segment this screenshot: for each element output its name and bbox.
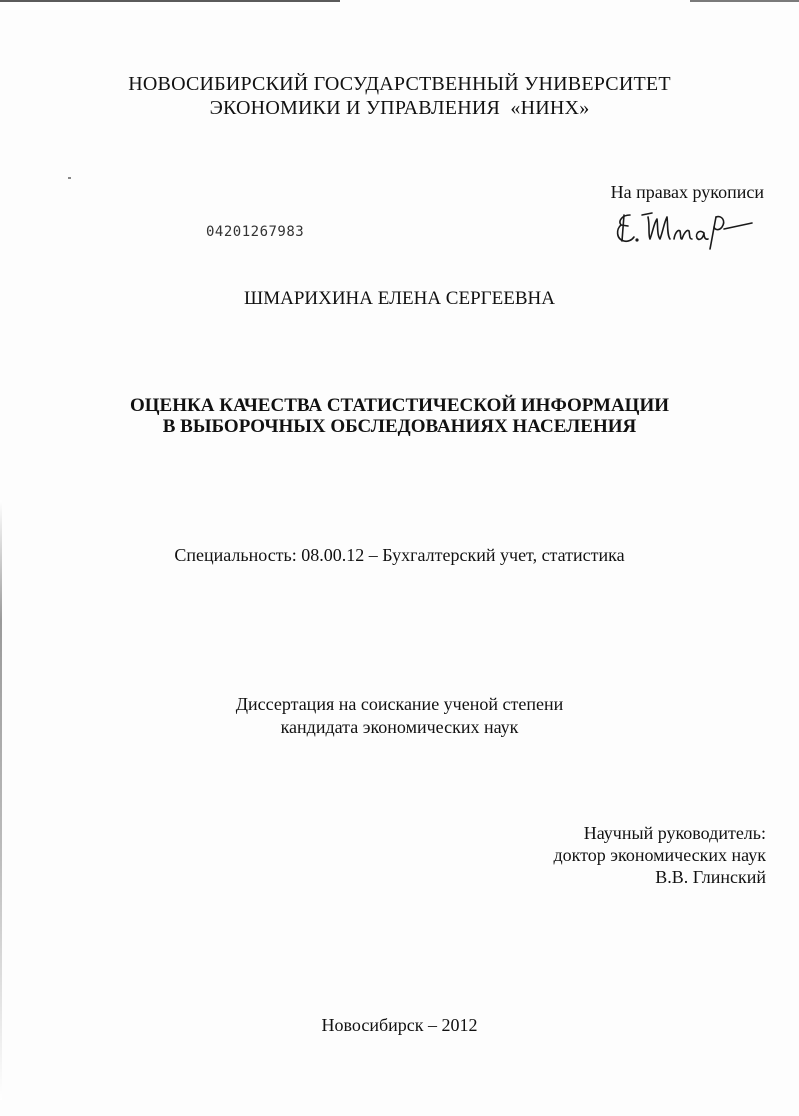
advisor-degree: доктор экономических наук bbox=[553, 845, 766, 865]
scan-artifact-top-right bbox=[690, 0, 799, 2]
university-name-line2: ЭКОНОМИКИ И УПРАВЛЕНИЯ «НИНХ» bbox=[209, 97, 590, 119]
specialty: Специальность: 08.00.12 – Бухгалтерский учет, статистика bbox=[174, 545, 625, 565]
city-year: Новосибирск – 2012 bbox=[321, 1015, 478, 1035]
university-block bbox=[0, 72, 799, 120]
dissertation-title bbox=[0, 395, 799, 437]
scan-speck bbox=[68, 177, 71, 179]
title-line2: В ВЫБОРОЧНЫХ ОБСЛЕДОВАНИЯХ НАСЕЛЕНИЯ bbox=[162, 416, 637, 437]
handwritten-signature-icon bbox=[612, 205, 762, 251]
advisor-label: Научный руководитель: bbox=[583, 823, 766, 843]
degree-line1: Диссертация на соискание ученой степени bbox=[235, 694, 564, 714]
degree-line2: кандидата экономических наук bbox=[280, 717, 519, 737]
scan-artifact-left-edge bbox=[0, 500, 2, 1100]
title-line1: ОЦЕНКА КАЧЕСТВА СТАТИСТИЧЕСКОЙ ИНФОРМАЦИИ bbox=[129, 395, 670, 416]
advisor-name: В.В. Глинский bbox=[655, 867, 766, 887]
library-number: 04201267983 bbox=[206, 224, 305, 240]
degree-block bbox=[0, 693, 799, 739]
rights-note: На правах рукописи bbox=[610, 182, 764, 202]
author-name: ШМАРИХИНА ЕЛЕНА СЕРГЕЕВНА bbox=[244, 288, 555, 309]
advisor-block bbox=[554, 822, 766, 888]
scan-artifact-top-left bbox=[0, 0, 340, 2]
university-name-line1: НОВОСИБИРСКИЙ ГОСУДАРСТВЕННЫЙ УНИВЕРСИТЕТ bbox=[128, 73, 671, 95]
